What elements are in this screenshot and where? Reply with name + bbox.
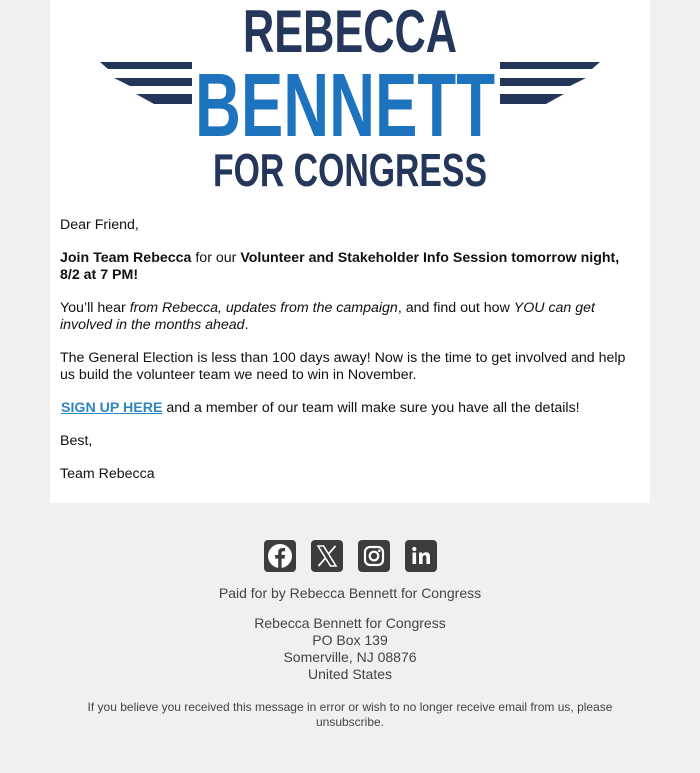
linkedin-icon[interactable] xyxy=(405,540,437,572)
paragraph-election: The General Election is less than 100 days away! Now is the time to get involved and help us build the volunteer team we need to win in November. xyxy=(60,350,626,383)
unsubscribe-notice[interactable]: If you believe you received this message in error or wish to no longer receive email from us, please unsubscribe. xyxy=(87,700,613,729)
x-icon[interactable] xyxy=(311,540,343,572)
email-body xyxy=(60,217,640,499)
event-details: Volunteer and Stakeholder Info Session tomorrow night, 8/2 at 7 PM! xyxy=(60,250,620,283)
event-mid: for our xyxy=(191,250,241,266)
left-wing-stripe-1 xyxy=(100,62,192,69)
agenda-italic-2: YOU can get involved in the months ahead xyxy=(60,300,595,333)
logo-last-name: BENNETT xyxy=(195,56,496,156)
campaign-logo xyxy=(50,0,650,200)
paragraph-event xyxy=(60,250,640,284)
agenda-mid: , and find out how xyxy=(397,300,514,316)
instagram-icon[interactable] xyxy=(358,540,390,572)
paragraph-agenda xyxy=(60,300,640,334)
address-line-1: PO Box 139 xyxy=(312,632,388,648)
agenda-italic-1: from Rebecca, updates from the campaign xyxy=(129,300,398,316)
email-footer xyxy=(0,540,700,730)
event-lead: Join Team Rebecca xyxy=(60,250,192,266)
right-wing-stripe-1 xyxy=(500,62,600,69)
logo-tagline: FOR CONGRESS xyxy=(213,144,487,196)
email-card xyxy=(50,0,650,503)
right-wing-stripe-3 xyxy=(500,94,564,104)
signoff: Best, xyxy=(60,433,93,449)
facebook-icon[interactable] xyxy=(264,540,296,572)
logo-first-name: REBECCA xyxy=(243,0,457,65)
cta-rest: and a member of our team will make sure you have all the details! xyxy=(162,400,580,416)
left-wing-stripe-3 xyxy=(136,94,192,104)
agenda-end: . xyxy=(244,317,249,333)
agenda-start: You’ll hear xyxy=(60,300,130,316)
sign-up-link[interactable]: SIGN UP HERE xyxy=(61,400,163,416)
greeting: Dear Friend, xyxy=(60,217,139,233)
address-name: Rebecca Bennett for Congress xyxy=(254,615,446,631)
signature: Team Rebecca xyxy=(60,466,155,482)
paid-for-disclaimer: Paid for by Rebecca Bennett for Congress xyxy=(218,585,482,601)
social-links xyxy=(0,540,700,574)
mailing-address xyxy=(0,615,700,683)
address-line-2: Somerville, NJ 08876 xyxy=(283,649,417,665)
address-country: United States xyxy=(307,666,393,682)
right-wing-stripe-2 xyxy=(500,78,586,86)
left-wing-stripe-2 xyxy=(114,78,192,86)
paragraph-cta xyxy=(60,400,640,417)
